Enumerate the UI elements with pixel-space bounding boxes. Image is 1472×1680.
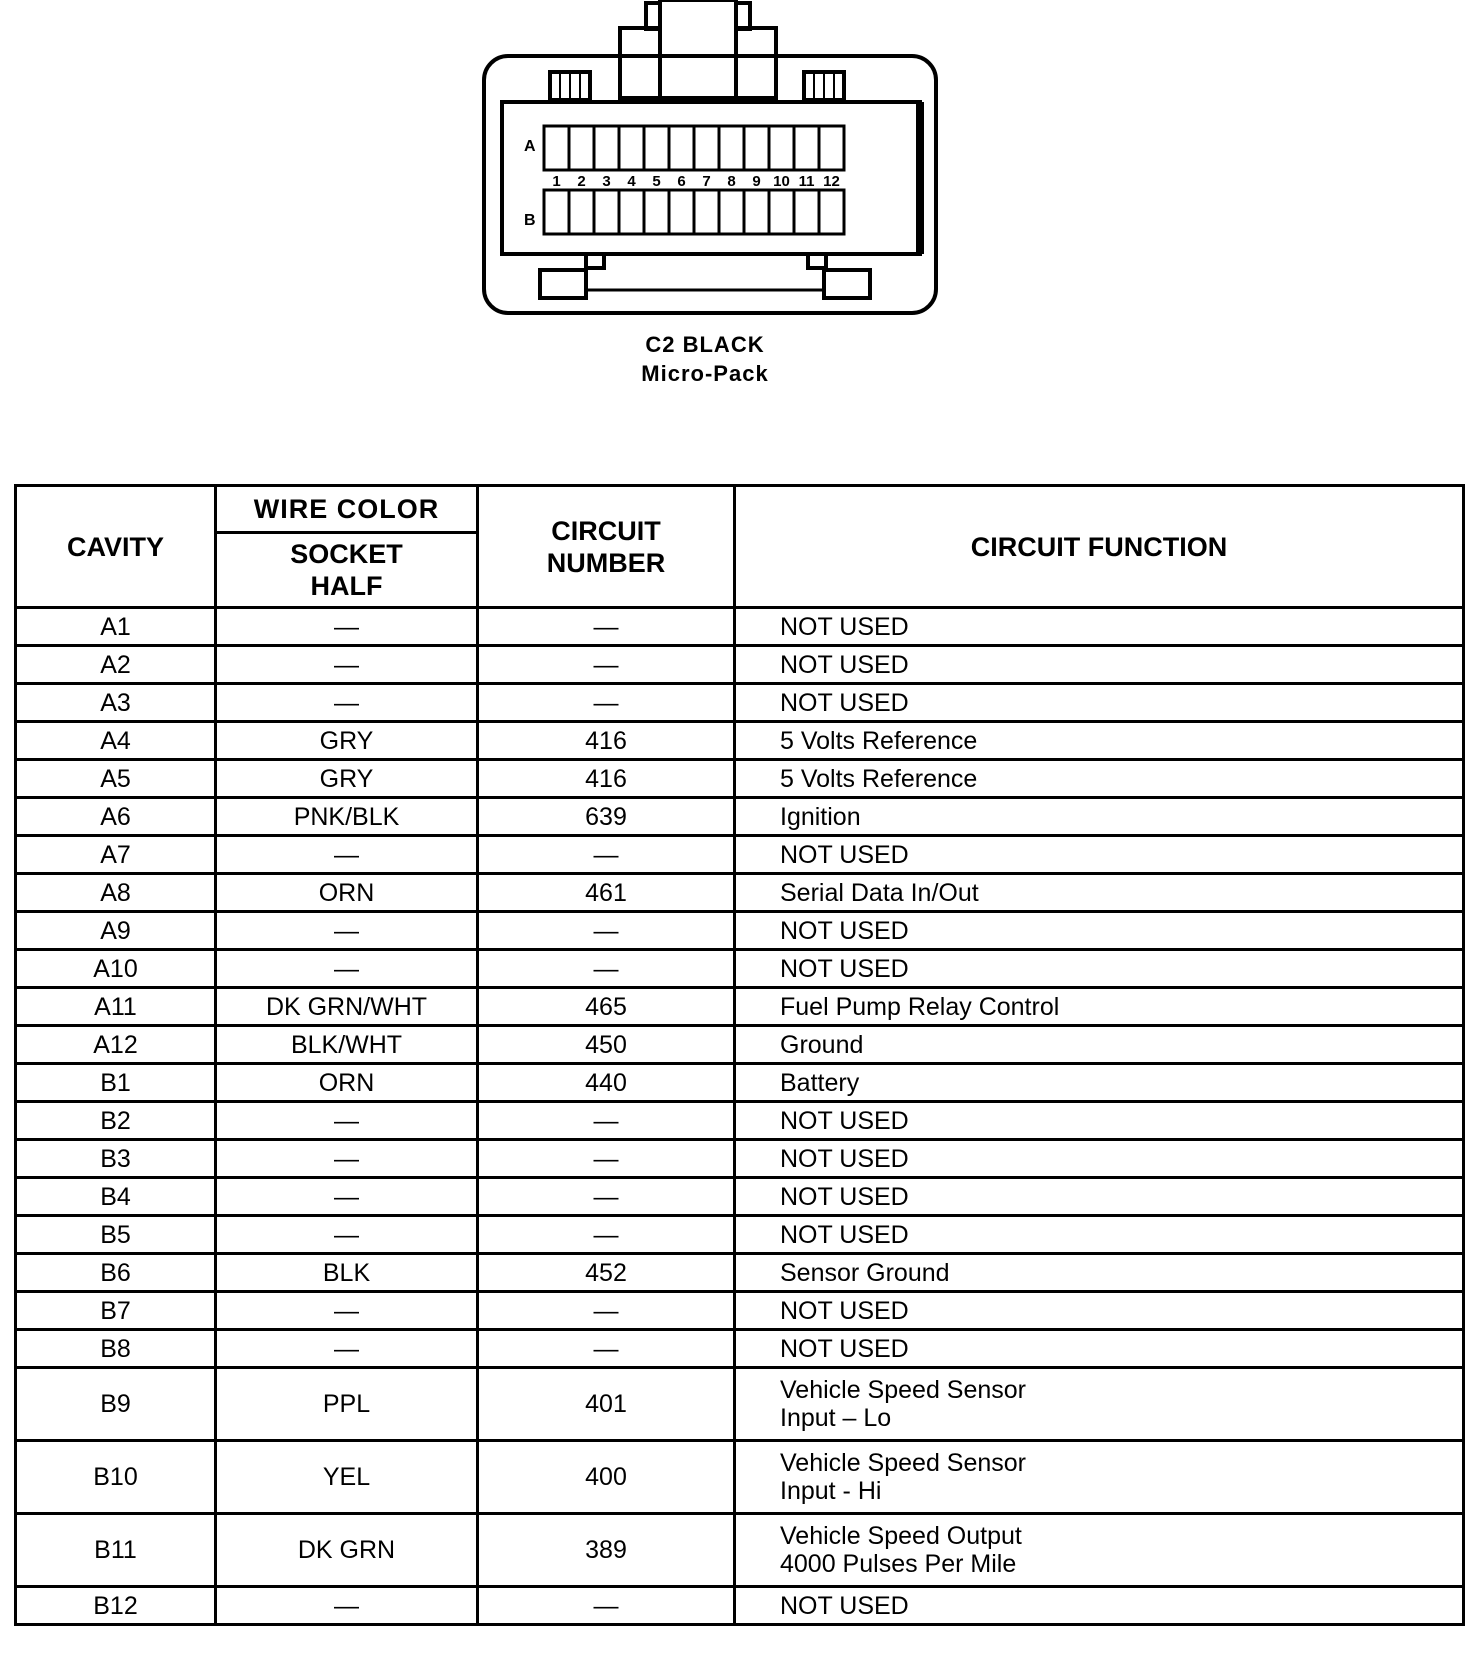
wire-color-cell: ORN	[216, 1064, 478, 1102]
circuit-function-line: NOT USED	[780, 1220, 909, 1249]
circuit-function-line: Fuel Pump Relay Control	[780, 992, 1060, 1021]
table-row	[16, 684, 1464, 722]
row-a-cavity-7	[694, 126, 719, 170]
circuit-function-line: NOT USED	[780, 916, 909, 945]
wire-color-cell: —	[216, 1330, 478, 1368]
wire-color-cell: —	[216, 912, 478, 950]
circuit-number-cell: 639	[478, 798, 735, 836]
pin-number-label: 7	[702, 173, 711, 190]
wire-color-cell: DK GRN	[216, 1514, 478, 1587]
wire-color-cell: PPL	[216, 1368, 478, 1441]
connector-clip-left	[540, 270, 586, 298]
circuit-function-cell	[735, 1330, 1464, 1368]
table-row	[16, 988, 1464, 1026]
pin-number-label: 12	[823, 173, 840, 190]
circuit-number-cell: 389	[478, 1514, 735, 1587]
circuit-number-cell: —	[478, 836, 735, 874]
table-row	[16, 722, 1464, 760]
circuit-function-cell	[735, 1514, 1464, 1587]
circuit-function-line: NOT USED	[780, 1144, 909, 1173]
row-b-cavity-11	[794, 190, 819, 234]
circuit-function-cell	[735, 798, 1464, 836]
row-b-cavity-3	[594, 190, 619, 234]
circuit-function-cell	[735, 950, 1464, 988]
table-row	[16, 1102, 1464, 1140]
cavity-cell: A3	[16, 684, 216, 722]
circuit-function-cell	[735, 874, 1464, 912]
circuit-function-cell	[735, 912, 1464, 950]
wire-color-cell: GRY	[216, 722, 478, 760]
circuit-function-line: NOT USED	[780, 1591, 909, 1620]
row-a-cavity-6	[669, 126, 694, 170]
circuit-function-line: Vehicle Speed Output	[780, 1522, 1022, 1550]
circuit-function-line: Ignition	[780, 802, 861, 831]
circuit-number-cell: 465	[478, 988, 735, 1026]
row-b-cavity-10	[769, 190, 794, 234]
wire-color-cell: —	[216, 1292, 478, 1330]
circuit-function-cell	[735, 1026, 1464, 1064]
wire-color-cell: —	[216, 836, 478, 874]
circuit-number-cell: 452	[478, 1254, 735, 1292]
row-b-label: B	[524, 212, 536, 229]
circuit-function-cell	[735, 646, 1464, 684]
wire-color-cell: —	[216, 950, 478, 988]
wire-color-cell: —	[216, 684, 478, 722]
circuit-number-cell: 416	[478, 722, 735, 760]
table-row	[16, 1254, 1464, 1292]
table-row	[16, 874, 1464, 912]
header-wire-color: WIRE COLOR	[216, 486, 478, 533]
cavity-cell: B6	[16, 1254, 216, 1292]
circuit-function-line: NOT USED	[780, 1182, 909, 1211]
circuit-function-line: Input - Hi	[780, 1477, 882, 1505]
cavity-cell: A5	[16, 760, 216, 798]
connector-latch-key	[660, 0, 736, 98]
wire-color-cell: GRY	[216, 760, 478, 798]
row-b-cavity-4	[619, 190, 644, 234]
cavity-cell: B3	[16, 1140, 216, 1178]
cavity-cell: B11	[16, 1514, 216, 1587]
header-socket-half: SOCKET HALF	[216, 533, 478, 608]
circuit-number-cell: 450	[478, 1026, 735, 1064]
circuit-number-cell: —	[478, 608, 735, 646]
header-cavity: CAVITY	[16, 486, 216, 608]
connector-diagram	[480, 0, 940, 315]
cavity-cell: A10	[16, 950, 216, 988]
row-a-cavity-10	[769, 126, 794, 170]
cavity-cell: B4	[16, 1178, 216, 1216]
cavity-cell: A11	[16, 988, 216, 1026]
circuit-function-line: NOT USED	[780, 688, 909, 717]
circuit-number-cell: 416	[478, 760, 735, 798]
cavity-cell: B2	[16, 1102, 216, 1140]
cavity-cell: A9	[16, 912, 216, 950]
table-row	[16, 1064, 1464, 1102]
row-b-cavity-7	[694, 190, 719, 234]
pin-number-label: 6	[677, 173, 686, 190]
circuit-function-cell	[735, 1140, 1464, 1178]
circuit-function-line: Vehicle Speed Sensor	[780, 1449, 1027, 1477]
circuit-function-line: NOT USED	[780, 1334, 909, 1363]
row-b-cavity-6	[669, 190, 694, 234]
row-a-cavity-11	[794, 126, 819, 170]
pinout-table	[14, 484, 1465, 1626]
cavity-cell: A2	[16, 646, 216, 684]
wire-color-cell: PNK/BLK	[216, 798, 478, 836]
circuit-function-cell	[735, 836, 1464, 874]
circuit-number-cell: —	[478, 1140, 735, 1178]
circuit-function-cell	[735, 1441, 1464, 1514]
circuit-number-cell: —	[478, 1292, 735, 1330]
row-b-cavity-1	[544, 190, 569, 234]
table-row	[16, 1216, 1464, 1254]
cavity-cell: B9	[16, 1368, 216, 1441]
circuit-function-line: NOT USED	[780, 954, 909, 983]
circuit-number-cell: —	[478, 646, 735, 684]
circuit-function-cell	[735, 1254, 1464, 1292]
row-b-cavity-2	[569, 190, 594, 234]
wire-color-cell: DK GRN/WHT	[216, 988, 478, 1026]
table-row	[16, 1368, 1464, 1441]
cavity-cell: B10	[16, 1441, 216, 1514]
row-a-cavity-3	[594, 126, 619, 170]
circuit-function-line: Vehicle Speed Sensor	[780, 1376, 1027, 1404]
connector-type: Micro-Pack	[641, 361, 769, 386]
cavity-cell: B12	[16, 1587, 216, 1625]
pin-number-label: 11	[798, 173, 815, 190]
circuit-function-line: Input – Lo	[780, 1404, 892, 1432]
circuit-function-cell	[735, 1368, 1464, 1441]
wire-color-cell: ORN	[216, 874, 478, 912]
row-a-cavity-4	[619, 126, 644, 170]
circuit-function-line: NOT USED	[780, 1106, 909, 1135]
pin-number-label: 10	[773, 173, 790, 190]
circuit-function-line: 5 Volts Reference	[780, 726, 978, 755]
circuit-function-cell	[735, 1102, 1464, 1140]
circuit-function-line: Sensor Ground	[780, 1258, 950, 1287]
cavity-cell: B8	[16, 1330, 216, 1368]
circuit-number-cell: —	[478, 950, 735, 988]
cavity-cell: A7	[16, 836, 216, 874]
circuit-function-line: 4000 Pulses Per Mile	[780, 1550, 1017, 1578]
table-row	[16, 646, 1464, 684]
circuit-function-cell	[735, 722, 1464, 760]
pin-number-label: 9	[752, 173, 761, 190]
connector-caption	[560, 330, 850, 388]
row-a-cavity-1	[544, 126, 569, 170]
table-row	[16, 1178, 1464, 1216]
circuit-function-line: NOT USED	[780, 1296, 909, 1325]
pin-number-label: 3	[602, 173, 611, 190]
table-row	[16, 798, 1464, 836]
row-b-cavity-8	[719, 190, 744, 234]
wire-color-cell: —	[216, 1216, 478, 1254]
pin-number-label: 4	[627, 173, 636, 190]
circuit-number-cell: 440	[478, 1064, 735, 1102]
circuit-number-cell: 461	[478, 874, 735, 912]
table-row	[16, 950, 1464, 988]
circuit-number-cell: —	[478, 1216, 735, 1254]
pin-number-label: 1	[552, 173, 561, 190]
circuit-function-line: 5 Volts Reference	[780, 764, 978, 793]
wire-color-cell: BLK/WHT	[216, 1026, 478, 1064]
table-row	[16, 1441, 1464, 1514]
circuit-function-cell	[735, 988, 1464, 1026]
circuit-number-cell: —	[478, 1102, 735, 1140]
row-b-cavity-9	[744, 190, 769, 234]
wire-color-cell: —	[216, 1140, 478, 1178]
wire-color-cell: —	[216, 646, 478, 684]
circuit-function-line: NOT USED	[780, 650, 909, 679]
wire-color-cell: BLK	[216, 1254, 478, 1292]
table-row	[16, 1587, 1464, 1625]
row-a-cavity-5	[644, 126, 669, 170]
connector-clip-right	[824, 270, 870, 298]
pin-number-labels	[552, 173, 840, 190]
row-b-cavity-12	[819, 190, 844, 234]
cavity-cell: B7	[16, 1292, 216, 1330]
circuit-number-cell: —	[478, 1330, 735, 1368]
pin-number-label: 2	[577, 173, 586, 190]
wire-color-cell: —	[216, 1178, 478, 1216]
circuit-function-cell	[735, 1292, 1464, 1330]
table-row	[16, 608, 1464, 646]
wire-color-cell: —	[216, 608, 478, 646]
row-a-cavities	[544, 126, 844, 170]
row-b-cavity-5	[644, 190, 669, 234]
circuit-function-line: Ground	[780, 1030, 864, 1059]
table-row	[16, 760, 1464, 798]
circuit-number-cell: 400	[478, 1441, 735, 1514]
circuit-number-cell: —	[478, 684, 735, 722]
circuit-function-cell	[735, 1587, 1464, 1625]
pin-number-label: 5	[652, 173, 661, 190]
row-a-cavity-9	[744, 126, 769, 170]
cavity-cell: A4	[16, 722, 216, 760]
connector-name: C2 BLACK	[645, 332, 765, 357]
row-a-cavity-12	[819, 126, 844, 170]
circuit-function-cell	[735, 608, 1464, 646]
row-a-cavity-2	[569, 126, 594, 170]
circuit-function-cell	[735, 684, 1464, 722]
circuit-function-line: NOT USED	[780, 612, 909, 641]
header-circuit-number: CIRCUIT NUMBER	[478, 486, 735, 608]
table-row	[16, 1514, 1464, 1587]
cavity-cell: A8	[16, 874, 216, 912]
circuit-function-cell	[735, 1178, 1464, 1216]
circuit-number-cell: —	[478, 1587, 735, 1625]
table-row	[16, 912, 1464, 950]
circuit-function-cell	[735, 1064, 1464, 1102]
table-row	[16, 1140, 1464, 1178]
circuit-number-cell: 401	[478, 1368, 735, 1441]
wire-color-cell: —	[216, 1102, 478, 1140]
table-row	[16, 1330, 1464, 1368]
cavity-cell: B1	[16, 1064, 216, 1102]
row-a-cavity-8	[719, 126, 744, 170]
wire-color-cell: —	[216, 1587, 478, 1625]
circuit-function-line: Serial Data In/Out	[780, 878, 979, 907]
circuit-function-line: NOT USED	[780, 840, 909, 869]
header-circuit-function: CIRCUIT FUNCTION	[735, 486, 1464, 608]
circuit-function-cell	[735, 760, 1464, 798]
row-a-label: A	[524, 138, 536, 155]
pinout-table-body	[16, 608, 1464, 1625]
table-row	[16, 1292, 1464, 1330]
cavity-cell: A6	[16, 798, 216, 836]
circuit-function-cell	[735, 1216, 1464, 1254]
pin-number-label: 8	[727, 173, 736, 190]
row-b-cavities	[544, 190, 844, 234]
cavity-cell: B5	[16, 1216, 216, 1254]
wire-color-cell: YEL	[216, 1441, 478, 1514]
table-row	[16, 836, 1464, 874]
circuit-function-line: Battery	[780, 1068, 860, 1097]
cavity-cell: A1	[16, 608, 216, 646]
table-row	[16, 1026, 1464, 1064]
circuit-number-cell: —	[478, 912, 735, 950]
circuit-number-cell: —	[478, 1178, 735, 1216]
cavity-cell: A12	[16, 1026, 216, 1064]
